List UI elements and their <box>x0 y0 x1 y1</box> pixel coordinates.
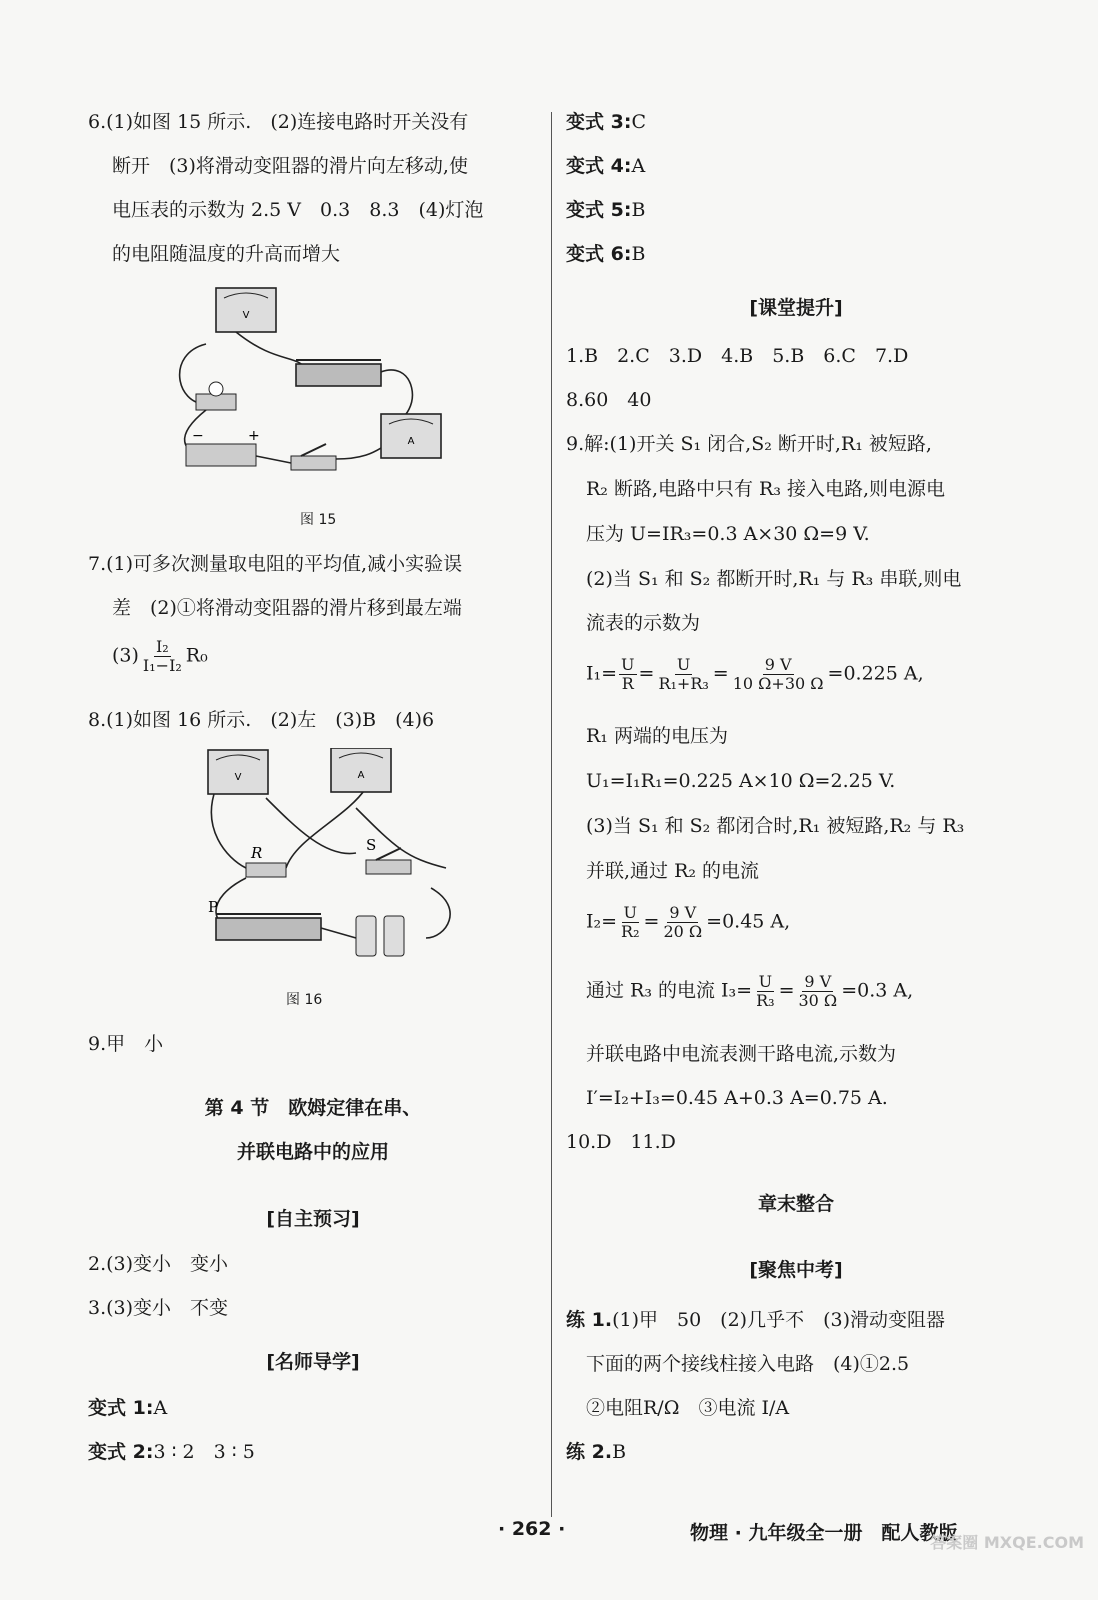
bianshi-1-label: 变式 1: <box>88 1397 154 1419</box>
eq2-rhs: =0.45 A, <box>706 910 791 933</box>
bianshi-3 <box>566 108 646 136</box>
eq3-f1-num: U <box>758 972 773 991</box>
equation-2 <box>586 904 790 941</box>
fig16-s-label: S <box>366 836 377 854</box>
switch <box>291 444 336 470</box>
voltmeter-top <box>216 288 276 332</box>
s9-line-11: I′=I₂+I₃=0.45 A+0.3 A=0.75 A. <box>586 1087 888 1109</box>
q6-line-3: 电压表的示数为 2.5 V 0.3 8.3 (4)灯泡 <box>112 199 484 221</box>
lian-1-line-1 <box>566 1306 945 1334</box>
bianshi-3-value: C <box>631 111 646 133</box>
voltmeter <box>208 750 268 794</box>
q6-line-1: 6.(1)如图 15 所示. (2)连接电路时开关没有 <box>88 111 469 133</box>
bianshi-2-value: 3 ∶ 2 3 ∶ 5 <box>153 1441 255 1463</box>
heading-ketang-tisheng: [课堂提升] <box>749 297 843 319</box>
book-title: 物理 · 九年级全一册 配人教版 <box>690 1522 958 1544</box>
eq2-frac-1 <box>619 904 641 941</box>
bianshi-1-value: A <box>153 1397 168 1419</box>
section-title-line-1: 第 4 节 欧姆定律在串、 <box>204 1097 422 1119</box>
lian-2 <box>566 1438 626 1466</box>
q7-line-1: 7.(1)可多次测量取电阻的平均值,减小实验误 <box>88 553 463 575</box>
s9-line-7: U₁=I₁R₁=0.225 A×10 Ω=2.25 V. <box>586 770 896 792</box>
bianshi-5-label: 变式 5: <box>566 199 632 221</box>
bianshi-3-label: 变式 3: <box>566 111 632 133</box>
eq1-f2-num: U <box>676 655 691 674</box>
q9-line: 9.甲 小 <box>88 1033 164 1055</box>
eq1-f1-den: R <box>621 674 634 693</box>
bianshi-2-label: 变式 2: <box>88 1441 154 1463</box>
meter-a-label: A <box>407 436 415 447</box>
eq3-rhs: =0.3 A, <box>841 979 914 1002</box>
lian-2-label: 练 2. <box>566 1441 613 1463</box>
equation-3 <box>586 973 913 1010</box>
ammeter <box>331 748 391 792</box>
kt-line-1: 1.B 2.C 3.D 4.B 5.B 6.C 7.D <box>566 345 909 367</box>
bianshi-6 <box>566 240 645 268</box>
figure-16-circuit <box>206 748 466 963</box>
eq3-f2-den: 30 Ω <box>798 991 838 1010</box>
eq2-f1-den: R₂ <box>621 922 640 941</box>
bianshi-4 <box>566 152 645 180</box>
eq3-f2-num: 9 V <box>804 972 832 991</box>
lian-1-text: (1)甲 50 (2)几乎不 (3)滑动变阻器 <box>612 1309 945 1331</box>
q7-3-fraction <box>141 638 184 675</box>
bianshi-4-value: A <box>631 155 646 177</box>
resistor-r <box>246 844 286 877</box>
eq3-equals: = <box>778 979 795 1002</box>
figure-15-caption: 图 15 <box>300 512 337 528</box>
q8-line: 8.(1)如图 16 所示. (2)左 (3)B (4)6 <box>88 709 435 731</box>
zz-line-1: 2.(3)变小 变小 <box>88 1253 229 1275</box>
eq2-lhs: I₂= <box>586 910 618 933</box>
kt-line-3: 10.D 11.D <box>566 1131 676 1153</box>
s9-line-10: 并联电路中电流表测干路电流,示数为 <box>586 1043 897 1065</box>
s9-line-4: (2)当 S₁ 和 S₂ 都断开时,R₁ 与 R₃ 串联,则电 <box>586 568 962 590</box>
s9-line-9: 并联,通过 R₂ 的电流 <box>586 860 760 882</box>
battery-plus: + <box>248 428 260 444</box>
s9-line-6: R₁ 两端的电压为 <box>586 725 728 747</box>
eq3-f1-den: R₃ <box>756 991 775 1010</box>
switch-s <box>366 836 411 874</box>
q7-3-suffix: R₀ <box>185 644 208 667</box>
rheostat-p <box>208 898 321 940</box>
eq1-equals-1: = <box>638 662 655 685</box>
watermark-logo: 答案圈 MXQE.COM <box>930 1533 1084 1552</box>
q7-3-num: I₂ <box>155 637 169 656</box>
bianshi-6-label: 变式 6: <box>566 243 632 265</box>
heading-zizhu-yuxi: [自主预习] <box>266 1208 360 1230</box>
eq1-rhs: =0.225 A, <box>827 662 924 685</box>
chapter-heading: 章末整合 <box>757 1193 834 1215</box>
column-divider <box>551 112 552 1517</box>
eq1-f2-den: R₁+R₃ <box>658 674 709 693</box>
figure-15-circuit <box>176 284 466 484</box>
eq2-f2-num: 9 V <box>669 903 697 922</box>
bianshi-6-value: B <box>631 243 646 265</box>
q7-line-2: 差 (2)①将滑动变阻器的滑片移到最左端 <box>112 597 462 619</box>
eq1-f3-den: 10 Ω+30 Ω <box>732 674 824 693</box>
eq1-lhs: I₁= <box>586 662 618 685</box>
eq3-lhs: 通过 R₃ 的电流 I₃= <box>586 979 753 1002</box>
battery <box>186 428 260 466</box>
eq1-frac-3 <box>731 656 826 693</box>
rheostat <box>296 360 381 386</box>
eq2-equals: = <box>643 910 660 933</box>
fig16-meter-a: A <box>357 770 365 781</box>
kt-line-2: 8.60 40 <box>566 389 652 411</box>
eq3-frac-1 <box>754 973 776 1010</box>
fig16-meter-v: V <box>234 772 242 783</box>
s9-line-5: 流表的示数为 <box>586 612 701 634</box>
fig16-p-label: P <box>208 898 219 916</box>
s9-line-1: 9.解:(1)开关 S₁ 闭合,S₂ 断开时,R₁ 被短路, <box>566 433 932 455</box>
q7-3-prefix: (3) <box>112 644 139 667</box>
bianshi-5-value: B <box>631 199 646 221</box>
lian-1-line-3: ②电阻R/Ω ③电流 I/A <box>586 1397 790 1419</box>
heading-jujiao-zhongkao: [聚焦中考] <box>749 1259 843 1281</box>
lian-1-label: 练 1. <box>566 1309 613 1331</box>
lian-1-line-2: 下面的两个接线柱接入电路 (4)①2.5 <box>586 1353 910 1375</box>
batteries <box>356 916 404 956</box>
eq1-frac-2 <box>656 656 710 693</box>
figure-16-caption: 图 16 <box>286 992 323 1008</box>
ammeter-right <box>381 414 441 458</box>
s9-line-2: R₂ 断路,电路中只有 R₃ 接入电路,则电源电 <box>586 478 946 500</box>
zz-line-2: 3.(3)变小 不变 <box>88 1297 229 1319</box>
bianshi-4-label: 变式 4: <box>566 155 632 177</box>
q6-line-2: 断开 (3)将滑动变阻器的滑片向左移动,使 <box>112 155 468 177</box>
eq3-frac-2 <box>796 973 839 1010</box>
bulb <box>196 382 236 410</box>
eq1-equals-2: = <box>712 662 729 685</box>
eq1-frac-1 <box>619 656 636 693</box>
s9-line-3: 压为 U=IR₃=0.3 A×30 Ω=9 V. <box>586 523 870 545</box>
eq1-f3-num: 9 V <box>764 655 792 674</box>
bianshi-1 <box>88 1394 167 1422</box>
battery-minus: − <box>192 428 204 444</box>
q6-line-4: 的电阻随温度的升高而增大 <box>112 243 341 265</box>
q7-3-formula <box>112 638 208 675</box>
eq2-frac-2 <box>661 904 704 941</box>
q7-3-den: I₁−I₂ <box>142 656 182 675</box>
eq1-f1-num: U <box>621 655 635 674</box>
bianshi-2 <box>88 1438 255 1466</box>
heading-mingshi-daoxue: [名师导学] <box>266 1351 360 1373</box>
section-title-line-2: 并联电路中的应用 <box>236 1141 389 1163</box>
s9-line-8: (3)当 S₁ 和 S₂ 都闭合时,R₁ 被短路,R₂ 与 R₃ <box>586 815 965 837</box>
lian-2-value: B <box>612 1441 627 1463</box>
eq2-f1-num: U <box>623 903 638 922</box>
equation-1 <box>586 656 924 693</box>
fig16-r-label: R <box>251 844 263 862</box>
meter-v-label: V <box>242 310 250 321</box>
page-number: · 262 · <box>498 1518 566 1540</box>
bianshi-5 <box>566 196 645 224</box>
eq2-f2-den: 20 Ω <box>663 922 703 941</box>
